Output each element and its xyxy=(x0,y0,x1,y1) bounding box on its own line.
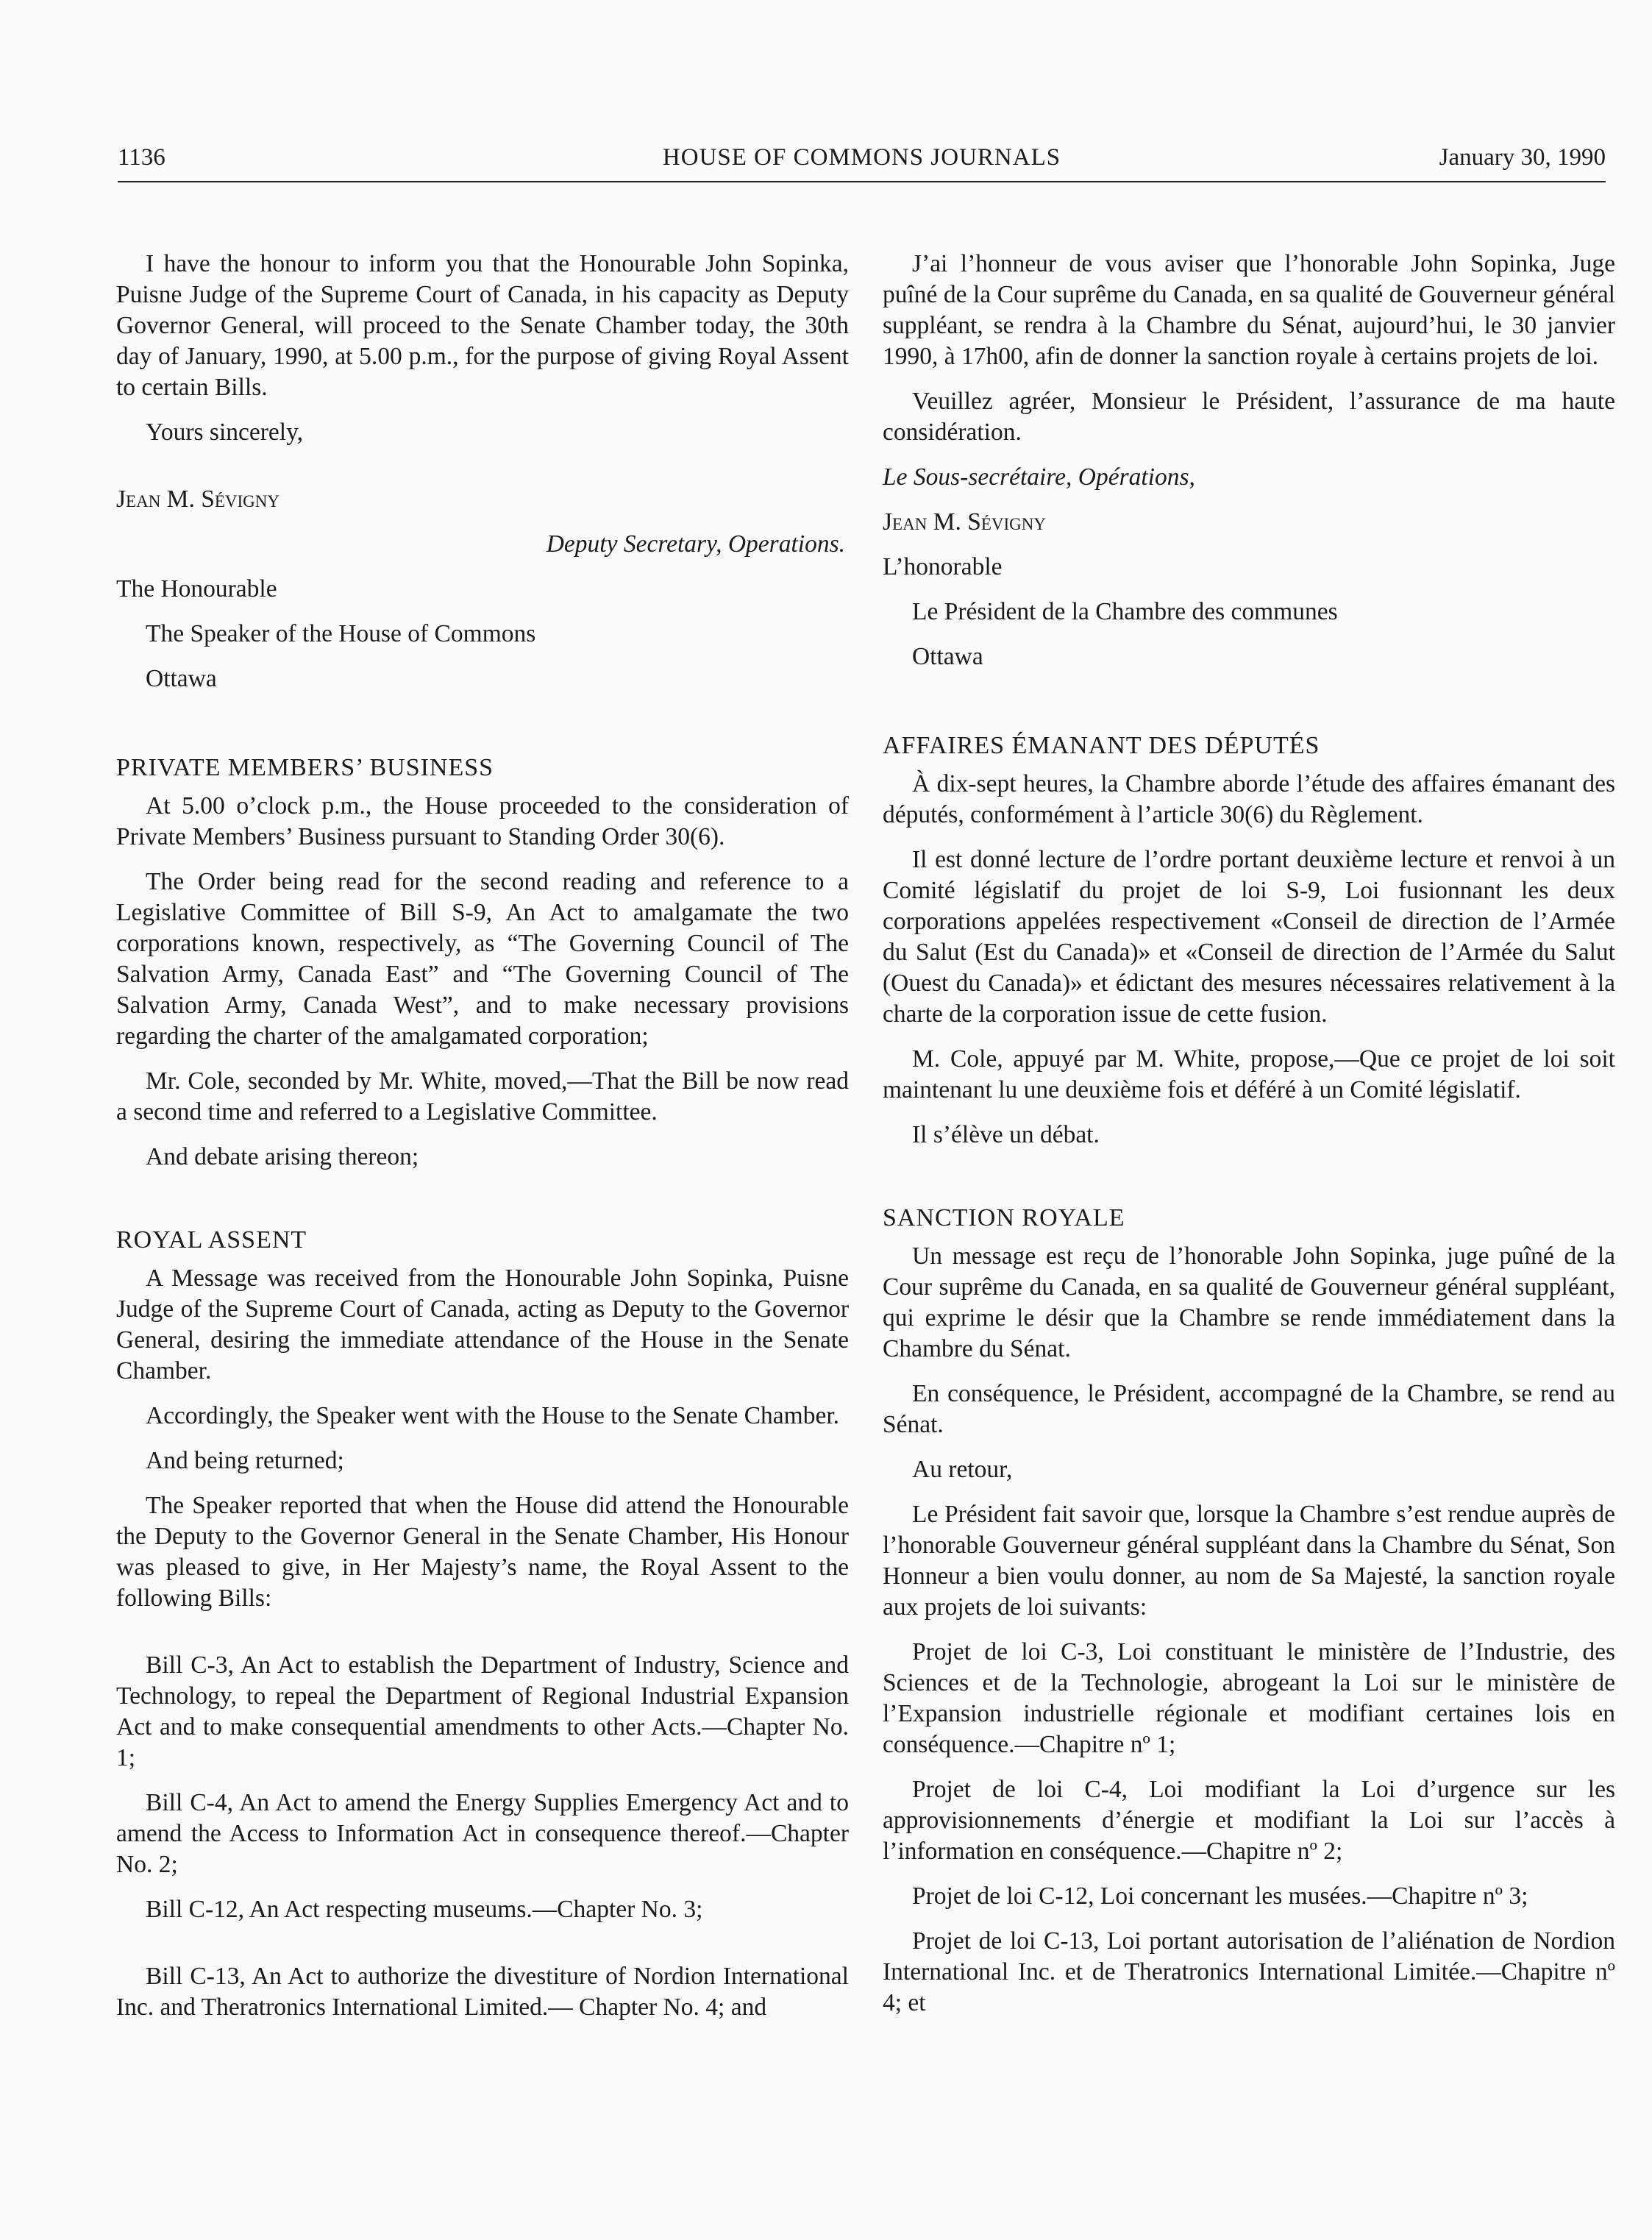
address-line: The Honourable xyxy=(116,575,277,602)
french-column xyxy=(883,249,1615,2033)
paragraph: Il s’élève un débat. xyxy=(912,1121,1100,1148)
paragraph: Il est donné lecture de l’ordre portant deuxième lecture et renvoi à un Comité législatif du projet de loi S-9, Loi fusionnant les deux corporations appelées respectivement «Conseil de direction de l’Armée du Salut (Est du Canada)» et «Conseil de direction de l’Armée du Salut (Ouest du Canada)» et édictant des mesures nécessaires relativement à la charte de la corporation issue de cette fusion. xyxy=(883,846,1615,1028)
paragraph: A Message was received from the Honourable John Sopinka, Puisne Judge of the Supreme Court of Canada, acting as Deputy to the Governor General, desiring the immediate attendance of the House in the Senate Chamber. xyxy=(116,1265,849,1384)
paragraph: The Speaker reported that when the House did attend the Honourable the Deputy to the Governor General in the Senate Chamber, His Honour was pleased to give, in Her Majesty’s name, the Royal Assent to the following Bills: xyxy=(116,1492,849,1612)
paragraph: And being returned; xyxy=(146,1447,344,1474)
paragraph: Le Président fait savoir que, lorsque la Chambre s’est rendue auprès de l’honorable Gouverneur général suppléant dans la Chambre du Sénat, Son Honneur a bien voulu donner, au nom de Sa Majesté, la sanction royale aux projets de loi suivants: xyxy=(883,1501,1615,1621)
letter-closing: Veuillez agréer, Monsieur le Président, l’assurance de ma haute considération. xyxy=(883,388,1615,446)
paragraph: Un message est reçu de l’honorable John Sopinka, juge puîné de la Cour suprême du Canada, en sa qualité de Gouverneur général suppléant, qui exprime le désir que la Chambre se rende immédiatement dans la Chambre du Sénat. xyxy=(883,1242,1615,1362)
letter-closing: Yours sincerely, xyxy=(146,419,304,446)
journal-date: January 30, 1990 xyxy=(1439,144,1606,171)
section-heading: PRIVATE MEMBERS’ BUSINESS xyxy=(116,754,494,781)
paragraph: À dix-sept heures, la Chambre aborde l’étude des affaires émanant des députés, conformément à l’article 30(6) du Règlement. xyxy=(883,770,1615,828)
signature-name: Jean M. Sévigny xyxy=(883,508,1046,536)
page-number: 1136 xyxy=(118,144,165,171)
journal-title: HOUSE OF COMMONS JOURNALS xyxy=(662,144,1061,171)
address-line: L’honorable xyxy=(883,553,1003,580)
paragraph: The Order being read for the second reading and reference to a Legislative Committee of Bill S-9, An Act to amalgamate the two corporations known, respectively, as “The Governing Council of The Salvation Army, Canada East” and “The Governing Council of The Salvation Army, Canada West”, and to make necessary provisions regarding the charter of the amalgamated corporation; xyxy=(116,868,849,1050)
bill-item: Projet de loi C-12, Loi concernant les musées.—Chapitre nº 3; xyxy=(912,1882,1528,1910)
letter-body: I have the honour to inform you that the Honourable John Sopinka, Puisne Judge of the Supreme Court of Canada, in his capacity as Deputy Governor General, will proceed to the Senate Chamber today, the 30th day of January, 1990, at 5.00 p.m., for the purpose of giving Royal Assent to certain Bills. xyxy=(116,250,849,401)
english-column xyxy=(116,249,849,2037)
bill-item: Bill C-12, An Act respecting museums.—Chapter No. 3; xyxy=(146,1896,703,1923)
bill-item: Bill C-4, An Act to amend the Energy Supplies Emergency Act and to amend the Access to Information Act in consequence thereof.—Chapter No. 2; xyxy=(116,1789,849,1878)
paragraph: Mr. Cole, seconded by Mr. White, moved,—That the Bill be now read a second time and referred to a Legislative Committee. xyxy=(116,1067,849,1126)
paragraph: M. Cole, appuyé par M. White, propose,—Que ce projet de loi soit maintenant lu une deuxième fois et déféré à un Comité législatif. xyxy=(883,1045,1615,1103)
bill-item: Bill C-13, An Act to authorize the divestiture of Nordion International Inc. and Theratronics International Limited.— Chapter No. 4; and xyxy=(116,1963,849,2021)
paragraph: Au retour, xyxy=(912,1456,1013,1483)
signature-title: Deputy Secretary, Operations. xyxy=(546,530,845,558)
paragraph: En conséquence, le Président, accompagné de la Chambre, se rend au Sénat. xyxy=(883,1380,1615,1438)
letter-body: J’ai l’honneur de vous aviser que l’honorable John Sopinka, Juge puîné de la Cour suprême du Canada, en sa qualité de Gouverneur général suppléant, se rendra à la Chambre du Sénat, aujourd’hui, le 30 janvier 1990, à 17h00, afin de donner la sanction royale à certains projets de loi. xyxy=(883,250,1615,370)
address-line: Le Président de la Chambre des communes xyxy=(912,598,1338,625)
bill-item: Projet de loi C-13, Loi portant autorisation de l’aliénation de Nordion International Inc. et de Theratronics International Limitée.—Chapitre nº 4; et xyxy=(883,1927,1615,2016)
address-line: The Speaker of the House of Commons xyxy=(146,620,536,647)
signature-title: Le Sous-secrétaire, Opérations, xyxy=(883,463,1195,491)
page-header xyxy=(118,144,1606,182)
address-line: Ottawa xyxy=(146,665,217,692)
bill-item: Bill C-3, An Act to establish the Department of Industry, Science and Technology, to repeal the Department of Regional Industrial Expansion Act and to make consequential amendments to other Acts.—Chapter No. 1; xyxy=(116,1651,849,1771)
section-heading: ROYAL ASSENT xyxy=(116,1226,307,1254)
bill-item: Projet de loi C-3, Loi constituant le ministère de l’Industrie, des Sciences et de la Technologie, abrogeant la Loi sur le ministère de l’Expansion industrielle régionale et modifiant certaines lois en conséquence.—Chapitre nº 1; xyxy=(883,1638,1615,1758)
signature-name: Jean M. Sévigny xyxy=(116,486,280,513)
paragraph: At 5.00 o’clock p.m., the House proceeded to the consideration of Private Members’ Business pursuant to Standing Order 30(6). xyxy=(116,792,849,850)
paragraph: And debate arising thereon; xyxy=(146,1143,419,1170)
address-line: Ottawa xyxy=(912,643,983,670)
paragraph: Accordingly, the Speaker went with the House to the Senate Chamber. xyxy=(146,1402,840,1429)
section-heading: AFFAIRES ÉMANANT DES DÉPUTÉS xyxy=(883,732,1320,759)
section-heading: SANCTION ROYALE xyxy=(883,1204,1125,1231)
bill-item: Projet de loi C-4, Loi modifiant la Loi d’urgence sur les approvisionnements d’énergie et modifiant la Loi sur l’accès à l’information en conséquence.—Chapitre nº 2; xyxy=(883,1776,1615,1865)
